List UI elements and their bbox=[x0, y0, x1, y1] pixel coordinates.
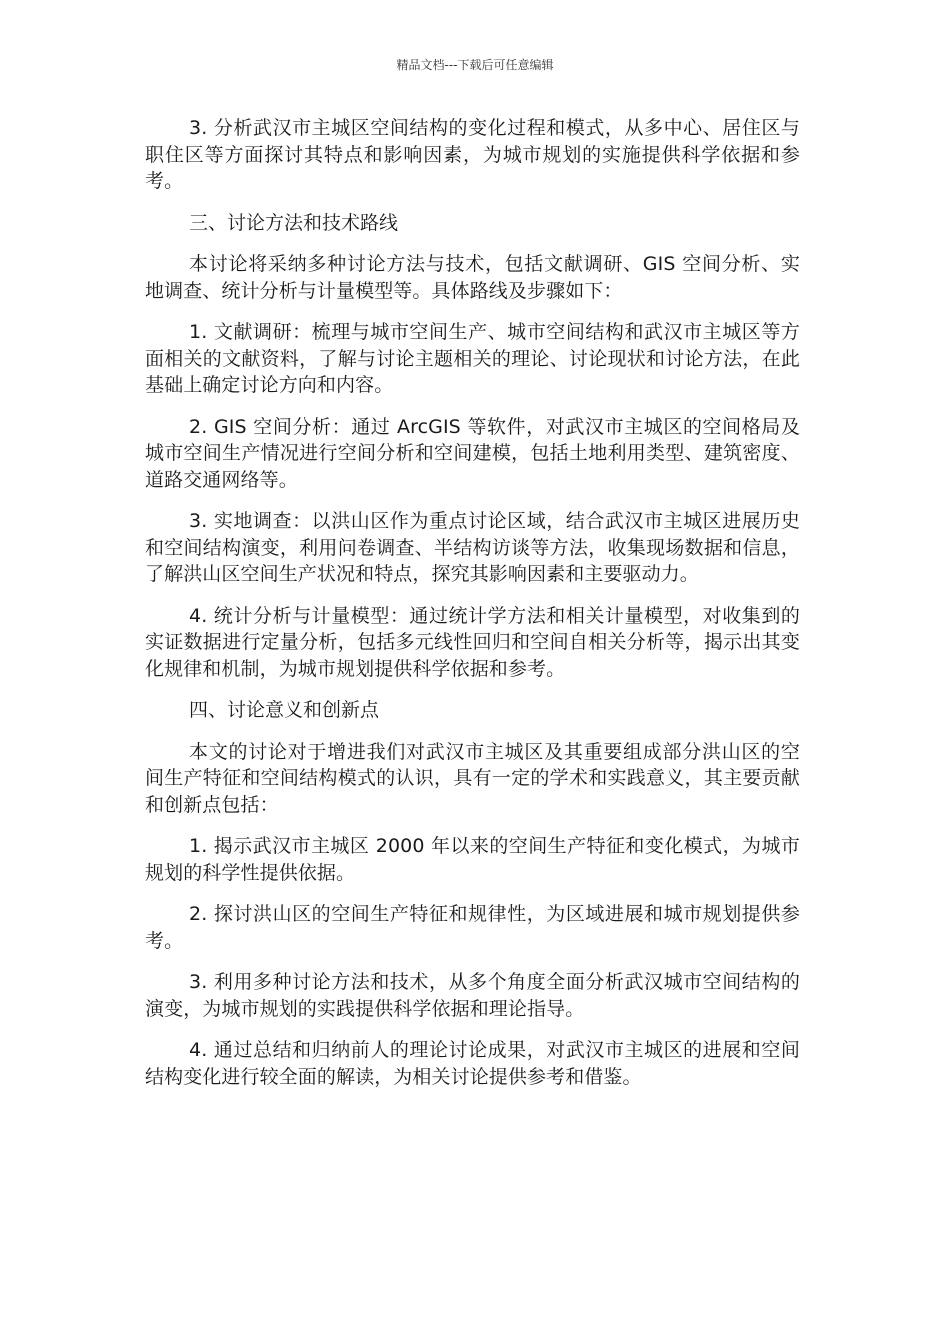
paragraph-significance-intro: 本文的讨论对于增进我们对武汉市主城区及其重要组成部分洪山区的空间生产特征和空间结构模式的认识，具有一定的学术和实践意义，其主要贡献和创新点包括： bbox=[145, 740, 800, 816]
section-heading-methods: 三、讨论方法和技术路线 bbox=[189, 211, 399, 234]
paragraph-contribution-2: 2. 探讨洪山区的空间生产特征和规律性，为区域进展和城市规划提供参考。 bbox=[145, 903, 800, 952]
paragraph-objective-3: 3. 分析武汉市主城区空间结构的变化过程和模式，从多中心、居住区与职住区等方面探讨其特点和影响因素，为城市规划的实施提供科学依据和参考。 bbox=[145, 117, 800, 192]
paragraph-method-fieldwork: 3. 实地调查：以洪山区作为重点讨论区域，结合武汉市主城区进展历史和空间结构演变，利用问卷调查、半结构访谈等方法，收集现场数据和信息，了解洪山区空间生产状况和特点，探究其影响因素和主要驱动力。 bbox=[145, 510, 800, 585]
page-header: 精品文档---下载后可任意编辑 bbox=[396, 58, 554, 72]
paragraph-contribution-3: 3. 利用多种讨论方法和技术，从多个角度全面分析武汉城市空间结构的演变，为城市规划的实践提供科学依据和理论指导。 bbox=[145, 971, 800, 1020]
paragraph-method-literature: 1. 文献调研：梳理与城市空间生产、城市空间结构和武汉市主城区等方面相关的文献资料，了解与讨论主题相关的理论、讨论现状和讨论方法，在此基础上确定讨论方向和内容。 bbox=[145, 321, 800, 396]
paragraph-methods-intro: 本讨论将采纳多种讨论方法与技术，包括文献调研、GIS 空间分析、实地调查、统计分析与计量模型等。具体路线及步骤如下： bbox=[145, 253, 800, 302]
document-body bbox=[145, 115, 800, 1105]
paragraph-method-gis: 2. GIS 空间分析：通过 ArcGIS 等软件，对武汉市主城区的空间格局及城市空间生产情况进行空间分析和空间建模，包括土地利用类型、建筑密度、道路交通网络等。 bbox=[145, 415, 800, 491]
paragraph-method-statistics: 4. 统计分析与计量模型：通过统计学方法和相关计量模型，对收集到的实证数据进行定量分析，包括多元线性回归和空间自相关分析等，揭示出其变化规律和机制，为城市规划提供科学依据和参考。 bbox=[145, 604, 800, 680]
section-heading-significance: 四、讨论意义和创新点 bbox=[189, 699, 380, 721]
paragraph-contribution-1: 1. 揭示武汉市主城区 2000 年以来的空间生产特征和变化模式，为城市规划的科学性提供依据。 bbox=[145, 835, 800, 884]
paragraph-contribution-4: 4. 通过总结和归纳前人的理论讨论成果，对武汉市主城区的进展和空间结构变化进行较全面的解读，为相关讨论提供参考和借鉴。 bbox=[145, 1039, 800, 1088]
